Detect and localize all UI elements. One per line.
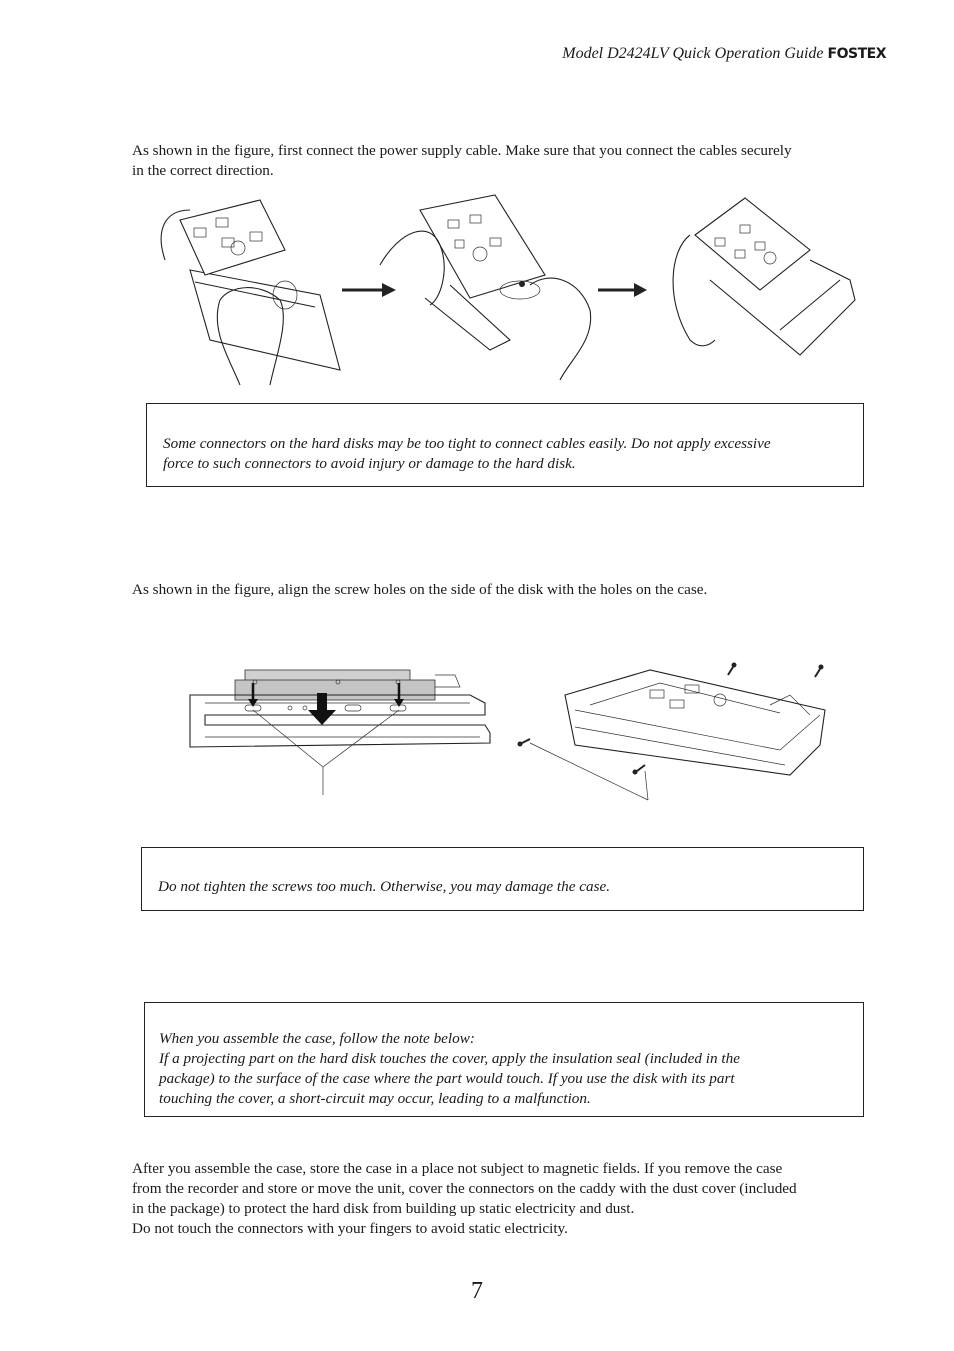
screw-holes-paragraph [132,580,892,600]
paragraph-line: in the package) to protect the hard disk from building up static electricity and dust. [132,1200,635,1217]
note-line: package) to the surface of the case where the part would touch. If you use the disk with its part [159,1070,735,1087]
fostex-logo: FOSTEX [827,46,886,62]
paragraph-line: in the correct direction. [132,162,274,179]
paragraph-line: As shown in the figure, first connect the power supply cable. Make sure that you connect the cables securely [132,142,792,159]
step-1-illustration [161,200,340,385]
note-line: Do not tighten the screws too much. Otherwise, you may damage the case. [158,878,611,895]
screw-icon [728,663,737,676]
note-line: If a projecting part on the hard disk touches the cover, apply the insulation seal (included in the [159,1050,740,1067]
side-view-illustration [190,670,490,795]
storage-paragraph [132,1159,892,1239]
guide-title: Model D2424LV Quick Operation Guide [562,45,824,62]
connector-warning-note [146,403,864,487]
screw-icon [518,739,531,747]
paragraph-line: from the recorder and store or move the unit, cover the connectors on the caddy with the dust cover (included [132,1180,797,1197]
cable-instruction-paragraph [132,141,892,181]
perspective-view-illustration [518,663,826,801]
note-line: touching the cover, a short-circuit may occur, leading to a malfunction. [159,1090,591,1107]
step-2-illustration [380,195,591,380]
screw-tightening-note [141,847,864,911]
note-line: When you assemble the case, follow the note below: [159,1030,475,1047]
screw-alignment-figure [180,655,850,805]
note-line: Some connectors on the hard disks may be too tight to connect cables easily. Do not apply excessive [163,435,771,452]
page-header [562,45,886,63]
assembly-note [144,1002,864,1117]
paragraph-line: Do not touch the connectors with your fingers to avoid static electricity. [132,1220,568,1237]
right-arrow-icon [598,283,647,297]
paragraph-line: As shown in the figure, align the screw holes on the side of the disk with the holes on the case. [132,581,708,598]
page-number: 7 [471,1278,483,1304]
paragraph-line: After you assemble the case, store the case in a place not subject to magnetic fields. If you remove the case [132,1160,783,1177]
screw-icon [815,665,824,678]
cable-connection-figure [150,190,870,390]
step-3-illustration [673,198,855,355]
right-arrow-icon [342,283,396,297]
note-line: force to such connectors to avoid injury or damage to the hard disk. [163,455,576,472]
screw-icon [633,765,646,775]
